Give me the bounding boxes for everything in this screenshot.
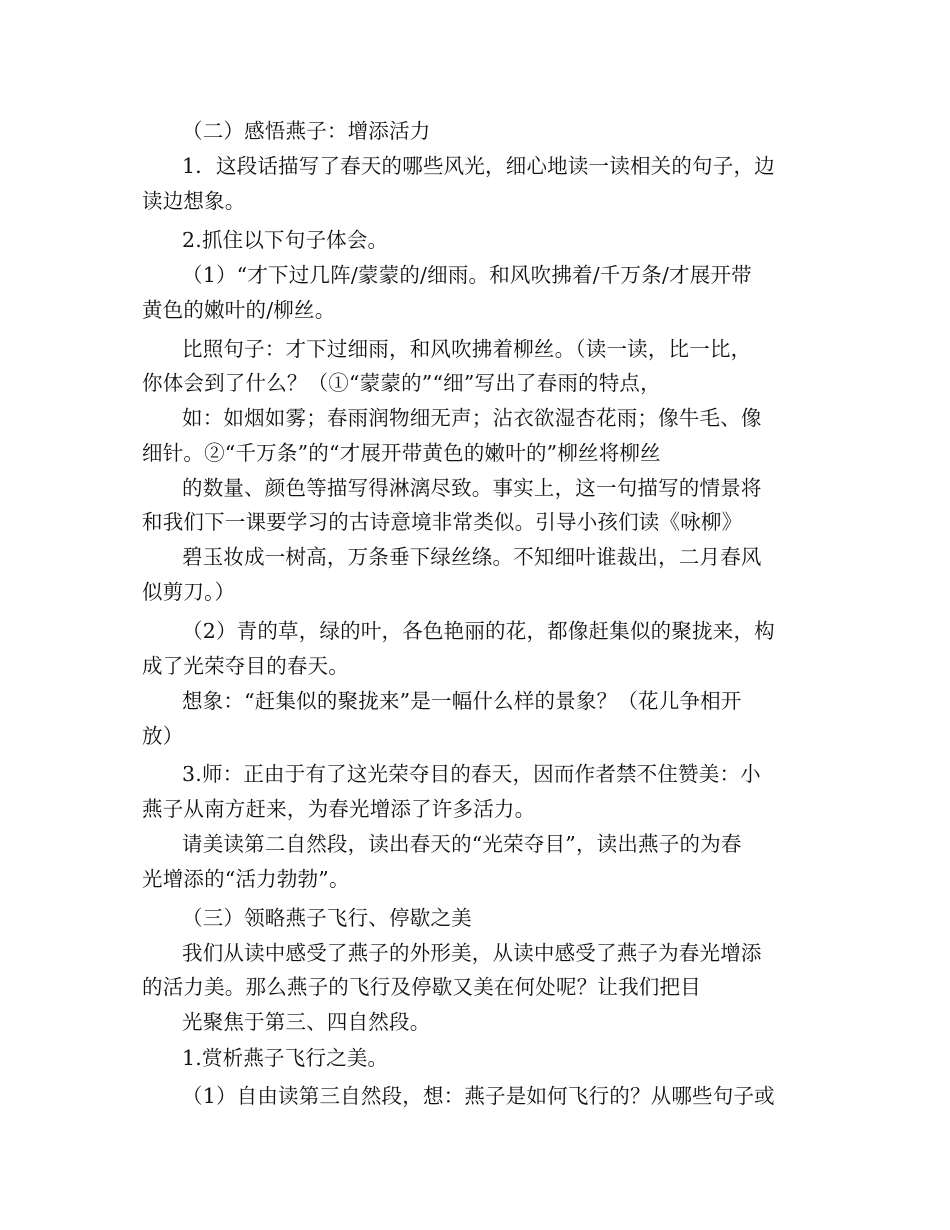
paragraph-line: （1）自由读第三自然段，想：燕子是如何飞行的？从哪些句子或 [182, 1084, 775, 1108]
paragraph-line: 成了光荣夺目的春天。 [142, 654, 349, 678]
paragraph-line: 碧玉妆成一树高，万条垂下绿丝绦。不知细叶谁裁出，二月春风 [182, 545, 762, 569]
paragraph-line: 光聚焦于第三、四自然段。 [182, 1010, 431, 1034]
paragraph-line: 读边想象。 [142, 189, 246, 213]
paragraph-line: 燕子从南方赶来，为春光增添了许多活力。 [142, 797, 536, 821]
paragraph-line: 黄色的嫩叶的/柳丝。 [142, 298, 336, 322]
paragraph-line: 的数量、颜色等描写得淋漓尽致。事实上，这一句描写的情景将 [182, 476, 762, 500]
paragraph-line: 比照句子：才下过细雨，和风吹拂着柳丝。（读一读，比一比， [182, 337, 752, 361]
paragraph-line: 3.师：正由于有了这光荣夺目的春天，因而作者禁不住赞美：小 [182, 762, 761, 786]
paragraph-line: 放） [142, 724, 184, 748]
paragraph-line: 光增添的“活力勃勃”。 [142, 867, 350, 891]
paragraph-line: 你体会到了什么？（①“蒙蒙的”“细”写出了春雨的特点， [142, 371, 661, 395]
paragraph-line: 如：如烟如雾；春雨润物细无声；沾衣欲湿杏花雨；像牛毛、像 [182, 406, 762, 430]
paragraph-line: 我们从读中感受了燕子的外形美，从读中感受了燕子为春光增添 [182, 941, 762, 965]
paragraph-line: （1）“才下过几阵/蒙蒙的/细雨。和风吹拂着/千万条/才展开带 [182, 263, 752, 287]
paragraph-line: （2）青的草，绿的叶，各色艳丽的花，都像赶集似的聚拢来，构 [182, 619, 775, 643]
section-heading-3: （三）领略燕子飞行、停歇之美 [182, 906, 472, 930]
section-heading-2: （二）感悟燕子：增添活力 [182, 119, 431, 143]
paragraph-line: 似剪刀。） [142, 580, 236, 604]
paragraph-line: 请美读第二自然段，读出春天的“光荣夺目”，读出燕子的为春 [182, 832, 742, 856]
paragraph-line: 细针。②“千万条”的“才展开带黄色的嫩叶的”柳丝将柳丝 [142, 441, 661, 465]
paragraph-line: 1.赏析燕子飞行之美。 [182, 1046, 389, 1070]
paragraph-line: 的活力美。那么燕子的飞行及停歇又美在何处呢？让我们把目 [142, 975, 701, 999]
paragraph-line: 和我们下一课要学习的古诗意境非常类似。引导小孩们读《咏柳》 [142, 510, 743, 534]
paragraph-line: 想象：“赶集似的聚拢来”是一幅什么样的景象？（花儿争相开 [182, 689, 742, 713]
paragraph-line: 2.抓住以下句子体会。 [182, 228, 389, 252]
paragraph-line: 1．这段话描写了春天的哪些风光，细心地读一读相关的句子，边 [182, 154, 775, 178]
